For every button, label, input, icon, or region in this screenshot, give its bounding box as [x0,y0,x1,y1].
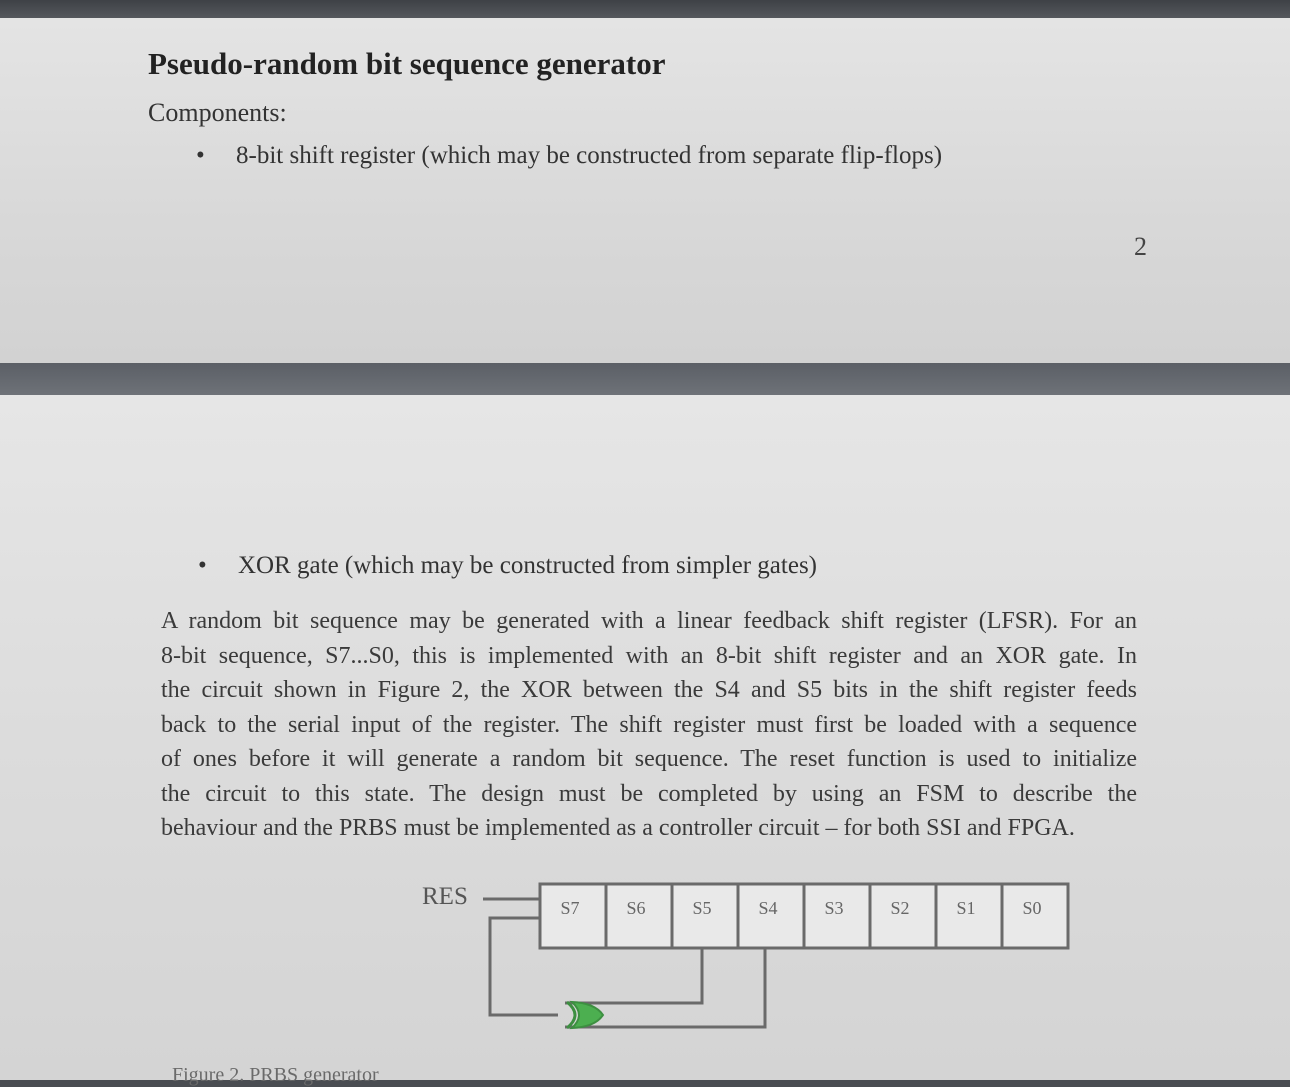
register-cell-label: S4 [758,898,778,918]
register-cell-label: S3 [824,898,844,918]
register-cell-label: S6 [626,898,646,918]
paragraph-line: 8-bit sequence, S7...S0, this is implemented with an 8-bit shift register and an XOR gate. In [161,642,1137,669]
paragraph-line: behaviour and the PRBS must be implemented as a controller circuit – for both SSI and FPGA. [161,815,1075,841]
reset-label: RES [422,883,468,910]
paragraph-line: back to the serial input of the register. The shift register must first be loaded with a sequence [161,711,1137,738]
register-cell-label: S2 [890,898,910,918]
paragraph-line: the circuit to this state. The design must be completed by using an FSM to describe the [161,780,1137,807]
xor-gate-icon [567,1002,603,1028]
bullet-item-shift-register [196,142,942,170]
document-title: Pseudo-random bit sequence generator [148,46,666,81]
register-cell-label: S1 [956,898,976,918]
register-cell-label: S7 [560,898,580,918]
tap-wire-s5 [565,948,702,1003]
prbs-circuit-diagram [415,872,1085,1037]
bullet-text: 8-bit shift register (which may be constructed from separate flip-flops) [236,142,943,169]
paragraph-line: of ones before it will generate a random bit sequence. The reset function is used to initialize [161,746,1137,772]
shift-register [540,884,1068,948]
register-cell-label: S0 [1022,898,1042,918]
components-heading: Components: [148,98,287,127]
bullet-icon: • [198,552,207,579]
bullet-text: XOR gate (which may be constructed from simpler gates) [238,552,817,579]
figure-caption: Figure 2. PRBS generator [172,1064,379,1086]
page-separator [0,363,1290,395]
register-cell-label: S5 [692,898,712,918]
bullet-icon: • [196,142,205,169]
paragraph-line: A random bit sequence may be generated with a linear feedback shift register (LFSR). For an [161,608,1137,634]
body-paragraph [161,604,1137,846]
paragraph-line: the circuit shown in Figure 2, the XOR between the S4 and S5 bits in the shift register feeds [161,677,1137,703]
page-number: 2 [1134,232,1147,261]
bullet-item-xor-gate [198,552,817,580]
